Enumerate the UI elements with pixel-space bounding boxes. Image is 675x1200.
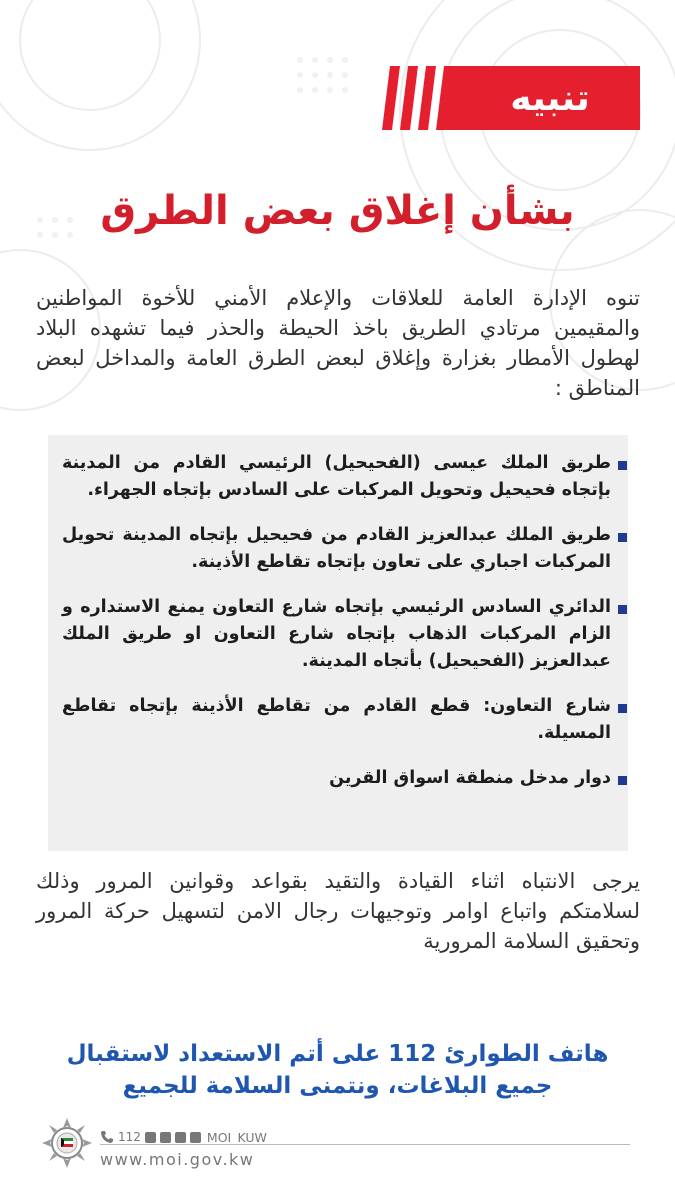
- alert-badge: [452, 66, 640, 130]
- list-item: [62, 594, 627, 675]
- phone-icon: [100, 1130, 114, 1144]
- ministry-emblem-icon: [42, 1118, 92, 1168]
- closure-text: دوار مدخل منطقة اسواق القرين: [329, 768, 611, 788]
- stripes-decoration: [382, 66, 452, 130]
- closure-text: طريق الملك عبدالعزيز القادم من فحيحيل بإتجاه المدينة تحويل المركبات اجباري على تعاون بإتجاه تقاطع الأذينة.: [62, 525, 611, 572]
- closures-list: [62, 450, 627, 792]
- square-bullet-icon: [618, 605, 627, 614]
- closure-text: طريق الملك عيسى (الفحيحيل) الرئيسي القادم من المدينة بإتجاه فحيحيل وتحويل المركبات على السادس بإتجاه الجهراء.: [62, 453, 611, 500]
- emergency-note: [40, 1038, 635, 1102]
- footer-handle[interactable]: MOI_KUW: [206, 1129, 267, 1145]
- footer-divider: [100, 1144, 630, 1145]
- page-title: بشأن إغلاق بعض الطرق: [100, 188, 575, 234]
- facebook-icon[interactable]: [160, 1132, 171, 1143]
- closure-text: شارع التعاون: قطع القادم من تقاطع الأذينة بإتجاه تقاطع المسيلة.: [62, 696, 611, 743]
- list-item: [62, 765, 627, 792]
- footer-url[interactable]: www.moi.gov.kw: [100, 1150, 255, 1169]
- closure-text: الدائري السادس الرئيسي بإتجاه شارع التعاون يمنع الاستداره و الزام المركبات الذهاب بإتجاه شارع التعاون او طريق الملك عبدالعزيز (الفحيحيل) بأتجاه المدينة.: [62, 597, 611, 671]
- advice-paragraph: يرجى الانتباه اثناء القيادة والتقيد بقواعد وقوانين المرور وذلك لسلامتكم واتباع اوامر وتوجيهات رجال الامن لتسهيل حركة المرور وتحقيق السلامة المرورية: [36, 869, 640, 953]
- list-item: [62, 450, 627, 504]
- list-item: [62, 693, 627, 747]
- x-twitter-icon[interactable]: [175, 1132, 186, 1143]
- square-bullet-icon: [618, 776, 627, 785]
- square-bullet-icon: [618, 533, 627, 542]
- square-bullet-icon: [618, 704, 627, 713]
- snapchat-icon[interactable]: [145, 1132, 156, 1143]
- footer-phone: 112: [118, 1130, 141, 1144]
- emergency-line-1: هاتف الطوارئ 112 على أتم الاستعداد لاستقبال: [66, 1041, 609, 1067]
- instagram-icon[interactable]: [190, 1132, 201, 1143]
- intro-paragraph: تنوه الإدارة العامة للعلاقات والإعلام الأمني للأخوة المواطنين والمقيمين مرتادي الطريق باخذ الحيطة والحذر فيما تشهده البلاد لهطول الأمطار بغزارة وإغلاق لبعض الطرق العامة والمداخل لبعض المناطق :: [36, 286, 640, 400]
- emergency-line-2: جميع البلاغات، ونتمنى السلامة للجميع: [122, 1073, 553, 1099]
- alert-badge-label: تنبيه: [510, 77, 590, 119]
- header-banner: [382, 66, 640, 130]
- list-item: [62, 522, 627, 576]
- square-bullet-icon: [618, 461, 627, 470]
